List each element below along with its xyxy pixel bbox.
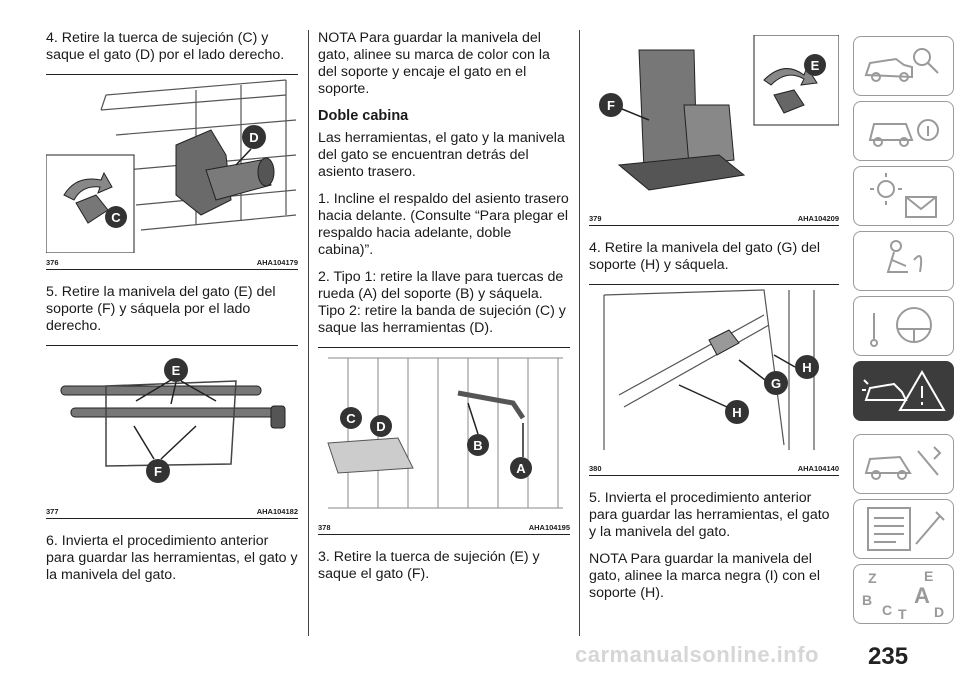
step-1-text: 1. Incline el respaldo del asiento trasero hacia delante. (Consulte “Para plegar el respaldo hacia adelante, doble cabina)”. [318, 191, 569, 258]
tab-warning-lights[interactable] [853, 166, 954, 226]
jack-handle-bracket-illustration [589, 285, 839, 457]
column-2 [318, 30, 570, 593]
label-D: D [376, 419, 386, 434]
figure-code: AHA104140 [797, 464, 839, 473]
tab-specifications[interactable] [853, 499, 954, 559]
figure-number: 378 [318, 523, 331, 532]
steering-controls-icon [871, 308, 931, 346]
label-E: E [171, 363, 181, 378]
figure-377 [46, 345, 298, 519]
step-5-text: 5. Invierta el procedimiento anterior para guardar las herramientas, el gato y la manivela del gato. [589, 490, 830, 540]
index-letter: Z [868, 570, 877, 586]
car-search-icon [866, 49, 938, 81]
figure-code: AHA104195 [528, 523, 570, 532]
intro-text: Las herramientas, el gato y la manivela del gato se encuentran detrás del asiento trasero. [318, 130, 565, 180]
jack-handle-illustration [46, 346, 298, 501]
column-divider [308, 30, 309, 636]
label-H: H [802, 360, 812, 375]
tab-car-service[interactable] [853, 434, 954, 494]
label-C: C [111, 210, 121, 225]
figure-380 [589, 284, 839, 476]
tab-car-search[interactable] [853, 36, 954, 96]
step-4-text: 4. Retire la manivela del gato (G) del soporte (H) y sáquela. [589, 240, 821, 273]
label-F: F [607, 98, 615, 113]
index-letter: B [862, 592, 873, 608]
note-text: NOTA Para guardar la manivela del gato, alinee su marca de color con la del soporte y encaje el gato en el soporte. [318, 30, 550, 97]
figure-378 [318, 347, 570, 535]
index-letter: E [924, 568, 934, 584]
figure-376 [46, 74, 298, 270]
tab-airbag-seat[interactable] [853, 231, 954, 291]
tab-alphabetical-index[interactable] [853, 564, 954, 624]
index-letter: T [898, 606, 907, 622]
step-2-text: 2. Tipo 1: retire la llave para tuercas de rueda (A) del soporte (B) y sáquela. Tipo 2: retire la banda de sujeción (C) y saque las herramientas (D). [318, 269, 566, 336]
label-E: E [810, 58, 820, 73]
emergency-breakdown-icon [862, 372, 944, 410]
figure-code: AHA104179 [256, 258, 298, 267]
column-3 [589, 35, 839, 612]
tab-emergency-breakdown[interactable] [853, 361, 954, 421]
figure-number: 377 [46, 507, 59, 516]
tools-storage-illustration [318, 348, 570, 518]
label-F: F [154, 464, 162, 479]
alphabetical-index-icon [854, 565, 952, 622]
label-A: A [516, 461, 526, 476]
bottle-jack-illustration [589, 35, 839, 209]
car-info-icon [870, 120, 938, 146]
label-C: C [346, 411, 356, 426]
step-3-text: 3. Retire la tuerca de sujeción (E) y saque el gato (F). [318, 549, 540, 582]
label-D: D [249, 130, 259, 145]
watermark: carmanualsonline.info [575, 642, 819, 667]
specifications-icon [868, 508, 944, 550]
step-5-text: 5. Retire la manivela del gato (E) del soporte (F) y sáquela por el lado derecho. [46, 284, 276, 334]
car-service-icon [866, 447, 940, 479]
figure-code: AHA104209 [797, 214, 839, 223]
airbag-seat-icon [888, 241, 921, 272]
label-B: B [473, 438, 483, 453]
figure-number: 376 [46, 258, 59, 267]
index-letter: C [882, 602, 893, 618]
note-text: NOTA Para guardar la manivela del gato, alinee la marca negra (I) con el soporte (H). [589, 551, 821, 601]
index-letter: A [914, 583, 930, 608]
figure-number: 379 [589, 214, 602, 223]
warning-lights-icon [870, 173, 936, 217]
index-letter: D [934, 604, 945, 620]
figure-number: 380 [589, 464, 602, 473]
tab-steering-controls[interactable] [853, 296, 954, 356]
tab-car-info[interactable] [853, 101, 954, 161]
column-divider [579, 30, 580, 636]
jack-removal-illustration [46, 75, 298, 253]
figure-code: AHA104182 [256, 507, 298, 516]
step-4-text: 4. Retire la tuerca de sujeción (C) y saque el gato (D) por el lado derecho. [46, 30, 285, 63]
label-G: G [770, 376, 782, 391]
label-H-lower: H [732, 405, 742, 420]
figure-379 [589, 35, 839, 226]
section-heading: Doble cabina [318, 108, 409, 124]
column-1 [46, 30, 298, 594]
page-number: 235 [868, 643, 909, 670]
step-6-text: 6. Invierta el procedimiento anterior para guardar las herramientas, el gato y la manivela del gato. [46, 533, 298, 583]
